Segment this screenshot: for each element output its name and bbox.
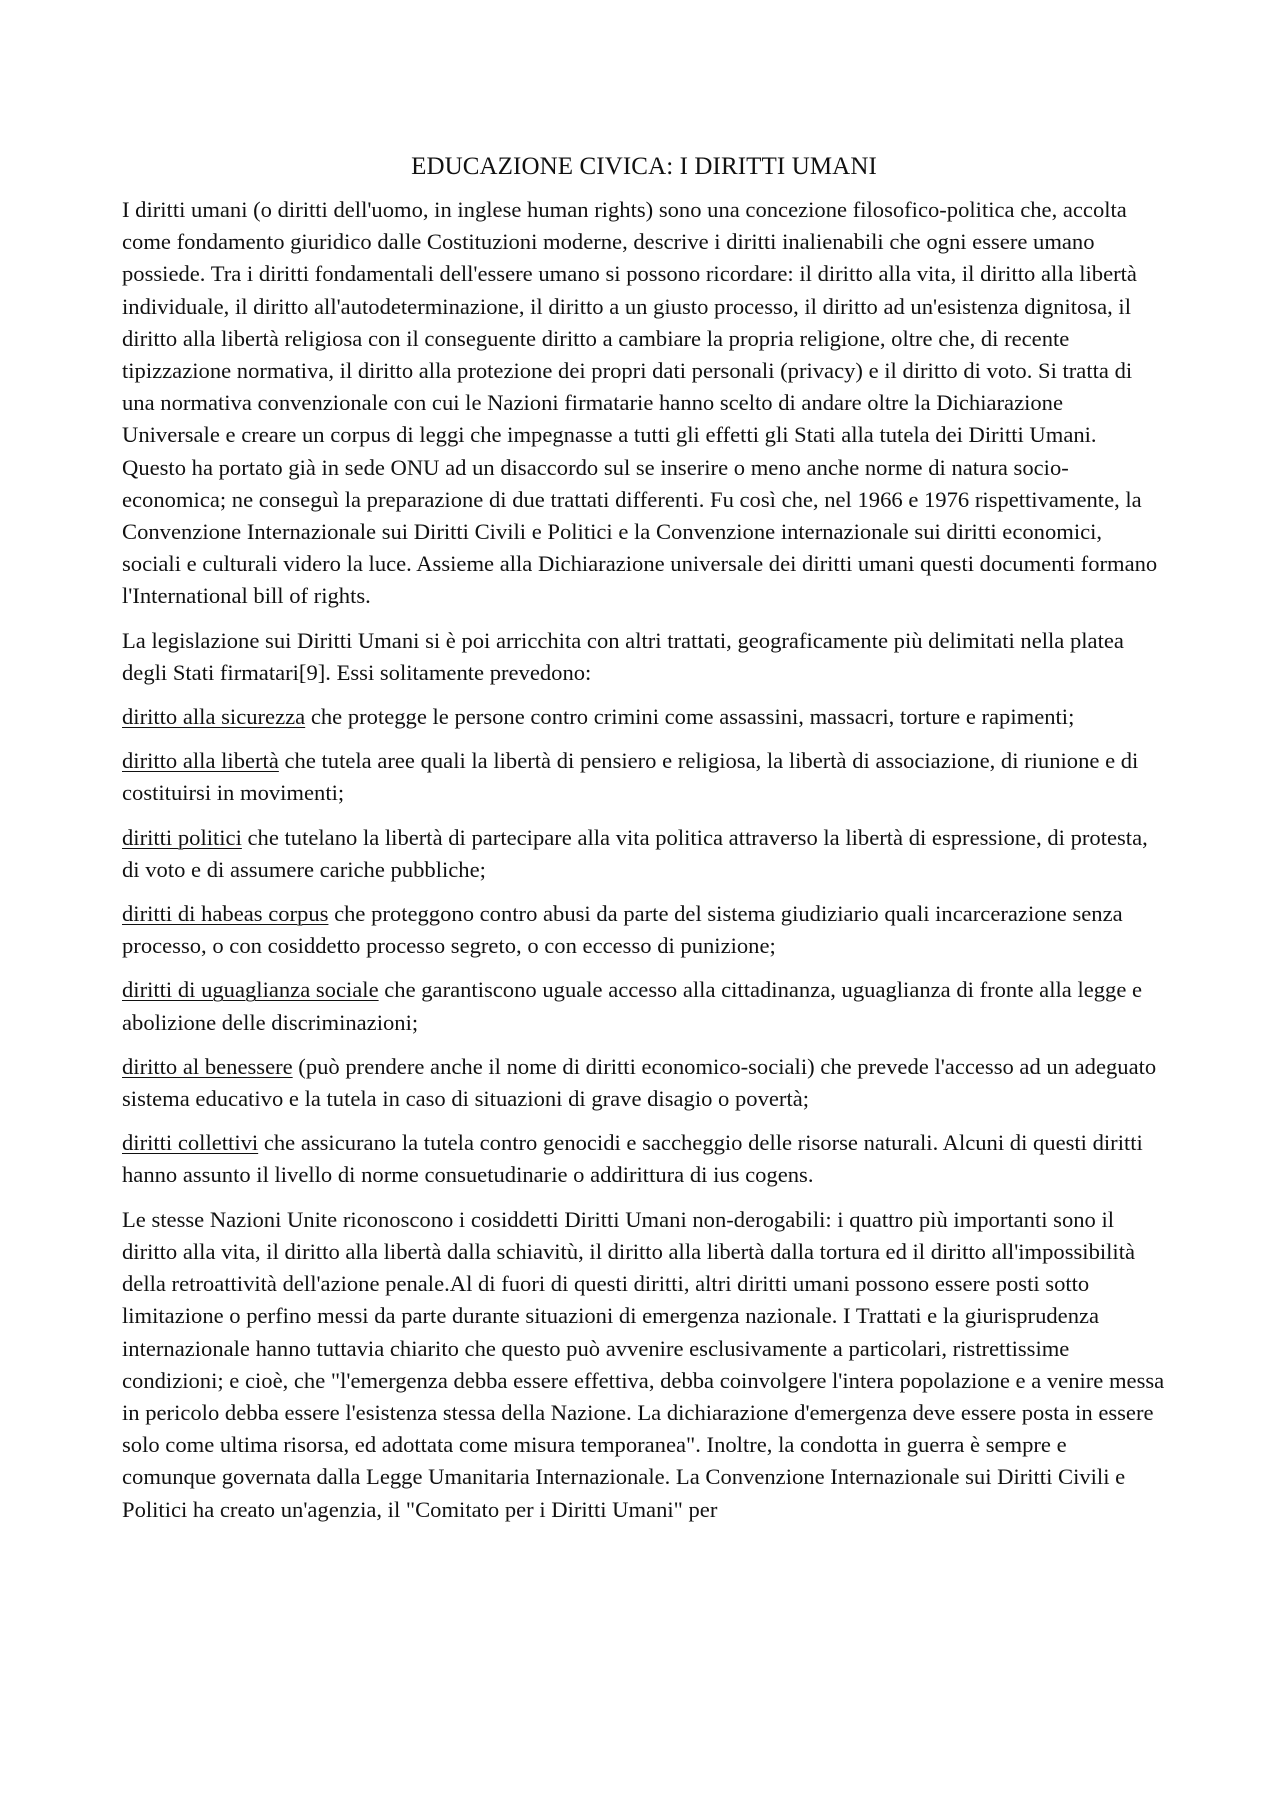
right-term: diritto alla libertà bbox=[122, 748, 279, 774]
right-term: diritti collettivi bbox=[122, 1130, 259, 1156]
right-term: diritto alla sicurezza bbox=[122, 704, 306, 730]
legislation-paragraph: La legislazione sui Diritti Umani si è poi arricchita con altri trattati, geograficamente più delimitati nella platea degli Stati firmatari[9]. Essi solitamente prevedono: bbox=[122, 627, 1124, 685]
right-description: (può prendere anche il nome di diritti economico-sociali) che prevede l'accesso ad un adeguato sistema educativo e la tutela in caso di situazioni di grave disagio o povertà; bbox=[122, 1053, 1157, 1112]
right-description: che garantiscono uguale accesso alla cittadinanza, uguaglianza di fronte alla legge e abolizione delle discriminazioni; bbox=[122, 977, 1143, 1035]
right-item-political bbox=[122, 822, 1166, 886]
right-description: che protegge le persone contro crimini come assassini, massacri, torture e rapimenti; bbox=[305, 704, 1075, 730]
right-description: che assicurano la tutela contro genocidi e saccheggio delle risorse naturali. Alcuni di questi diritti hanno assunto il livello di norme consuetudinarie o addirittura di ius cogens. bbox=[122, 1130, 1143, 1188]
right-description: che tutelano la libertà di partecipare alla vita politica attraverso la libertà di espressione, di protesta, di voto e di assumere cariche pubbliche; bbox=[122, 824, 1148, 882]
right-item-liberty bbox=[122, 745, 1166, 809]
right-description: che tutela aree quali la libertà di pensiero e religiosa, la libertà di associazione, di riunione e di costituirsi in movimenti; bbox=[122, 748, 1139, 806]
document-page bbox=[122, 150, 1166, 1538]
right-item-habeas-corpus bbox=[122, 898, 1166, 962]
right-item-collective bbox=[122, 1127, 1166, 1191]
right-description: che proteggono contro abusi da parte del sistema giudiziario quali incarcerazione senza processo, o con cosiddetto processo segreto, o con eccesso di punizione; bbox=[122, 901, 1123, 959]
right-term: diritti di uguaglianza sociale bbox=[122, 977, 379, 1003]
right-term: diritti politici bbox=[122, 824, 242, 850]
intro-paragraph: I diritti umani (o diritti dell'uomo, in inglese human rights) sono una concezione filosofico-politica che, accolta come fondamento giuridico dalle Costituzioni moderne, descrive i diritti inalienabili che ogni essere umano possiede. Tra i diritti fondamentali dell'essere umano si possono ricordare: il diritto alla vita, il diritto alla libertà individuale, il diritto all'autodeterminazione, il diritto a un giusto processo, il diritto ad un'esistenza dignitosa, il diritto alla libertà religiosa con il conseguente diritto a cambiare la propria religione, oltre che, di recente tipizzazione normativa, il diritto alla protezione dei propri dati personali (privacy) e il diritto di voto. Si tratta di una normativa convenzionale con cui le Nazioni firmatarie hanno scelto di andare oltre la Dichiarazione Universale e creare un corpus di leggi che impegnasse a tutti gli effetti gli Stati alla tutela dei Diritti Umani. Questo ha portato già in sede ONU ad un disaccordo sul se inserire o meno anche norme di natura socio-economica; ne conseguì la preparazione di due trattati differenti. Fu così che, nel 1966 e 1976 rispettivamente, la Convenzione Internazionale sui Diritti Civili e Politici e la Convenzione internazionale sui diritti economici, sociali e culturali videro la luce. Assieme alla Dichiarazione universale dei diritti umani questi documenti formano l'International bill of rights. bbox=[122, 197, 1158, 609]
page-title: EDUCAZIONE CIVICA: I DIRITTI UMANI bbox=[411, 153, 877, 180]
right-term: diritto al benessere bbox=[122, 1053, 293, 1079]
right-item-welfare bbox=[122, 1051, 1166, 1115]
right-term: diritti di habeas corpus bbox=[122, 901, 329, 927]
right-item-social-equality bbox=[122, 974, 1166, 1038]
closing-paragraph: Le stesse Nazioni Unite riconoscono i cosiddetti Diritti Umani non-derogabili: i quattro più importanti sono il diritto alla vita, il diritto alla libertà dalla schiavitù, il diritto alla libertà dalla tortura ed il diritto all'impossibilità della retroattività dell'azione penale.Al di fuori di questi diritti, altri diritti umani possono essere posti sotto limitazione o perfino messi da parte durante situazioni di emergenza nazionale. I Trattati e la giurisprudenza internazionale hanno tuttavia chiarito che questo può avvenire esclusivamente a particolari, ristrettissime condizioni; e cioè, che "l'emergenza debba essere effettiva, debba coinvolgere l'intera popolazione e a venire messa in pericolo debba essere l'esistenza stessa della Nazione. La dichiarazione d'emergenza deve essere posta in essere solo come ultima risorsa, ed adottata come misura temporanea". Inoltre, la condotta in guerra è sempre e comunque governata dalla Legge Umanitaria Internazionale. La Convenzione Internazionale sui Diritti Civili e Politici ha creato un'agenzia, il "Comitato per i Diritti Umani" per bbox=[122, 1206, 1165, 1522]
right-item-security bbox=[122, 701, 1166, 733]
